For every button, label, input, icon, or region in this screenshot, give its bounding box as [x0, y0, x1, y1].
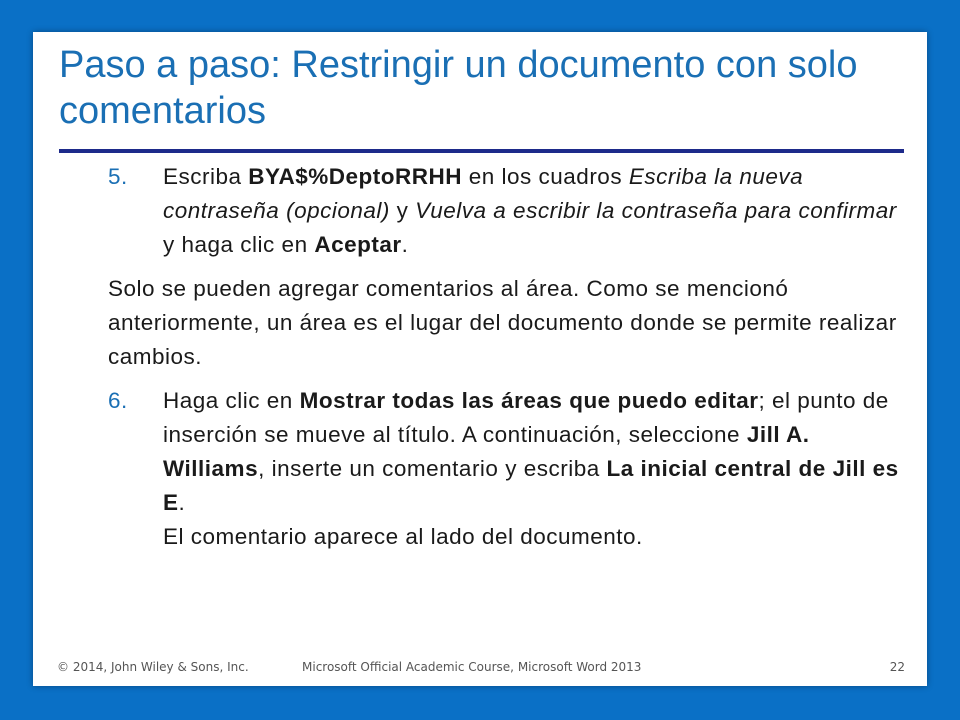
slide-footer [57, 660, 905, 678]
title-divider [59, 149, 904, 153]
step-6-result: El comentario aparece al lado del documento. [163, 524, 643, 549]
confirm-password-box-name: Vuelva a escribir la contraseña para confirmar [415, 198, 897, 223]
show-editable-regions-command: Mostrar todas las áreas que puedo editar [299, 388, 759, 413]
step-6-text [163, 384, 908, 554]
selected-name: Jill A. Williams [163, 422, 810, 481]
step-6-text-part: ; el punto de inserción se mueve al título. A continuación, seleccione [163, 388, 889, 447]
step-6 [108, 384, 908, 554]
comment-text: La inicial central de Jill es E [163, 456, 899, 515]
footer-copyright: © 2014, John Wiley & Sons, Inc. [57, 660, 249, 674]
password-value: BYA$%DeptoRRHH [248, 164, 462, 189]
footer-course: Microsoft Official Academic Course, Microsoft Word 2013 [302, 660, 642, 674]
step-6-text-part: . [178, 490, 186, 515]
slide-title: Paso a paso: Restringir un documento con solo comentarios [59, 44, 858, 132]
step-5-text [163, 160, 908, 262]
accept-button-name: Aceptar [314, 232, 402, 257]
step-5-text-part: en los cuadros [461, 164, 629, 189]
step-5-text-part: . [401, 232, 409, 257]
slide-content [108, 160, 908, 554]
step-5-text-part: Escriba [163, 164, 249, 189]
new-password-box-name: Escriba la nueva contraseña (opcional) [163, 164, 804, 223]
step-5-text-part: y haga clic en [163, 232, 315, 257]
slide [33, 32, 927, 686]
step-5-text-part: y [389, 198, 416, 223]
step-6-text-part: Haga clic en [163, 388, 300, 413]
page-number: 22 [889, 660, 905, 674]
body-paragraph: Solo se pueden agregar comentarios al área. Como se mencionó anteriormente, un área es el lugar del documento donde se permite realizar cambios. [108, 276, 897, 369]
step-5-number: 5. [108, 164, 128, 189]
step-6-text-part: , inserte un comentario y escriba [258, 456, 607, 481]
step-5 [108, 160, 908, 262]
step-6-number: 6. [108, 388, 128, 413]
